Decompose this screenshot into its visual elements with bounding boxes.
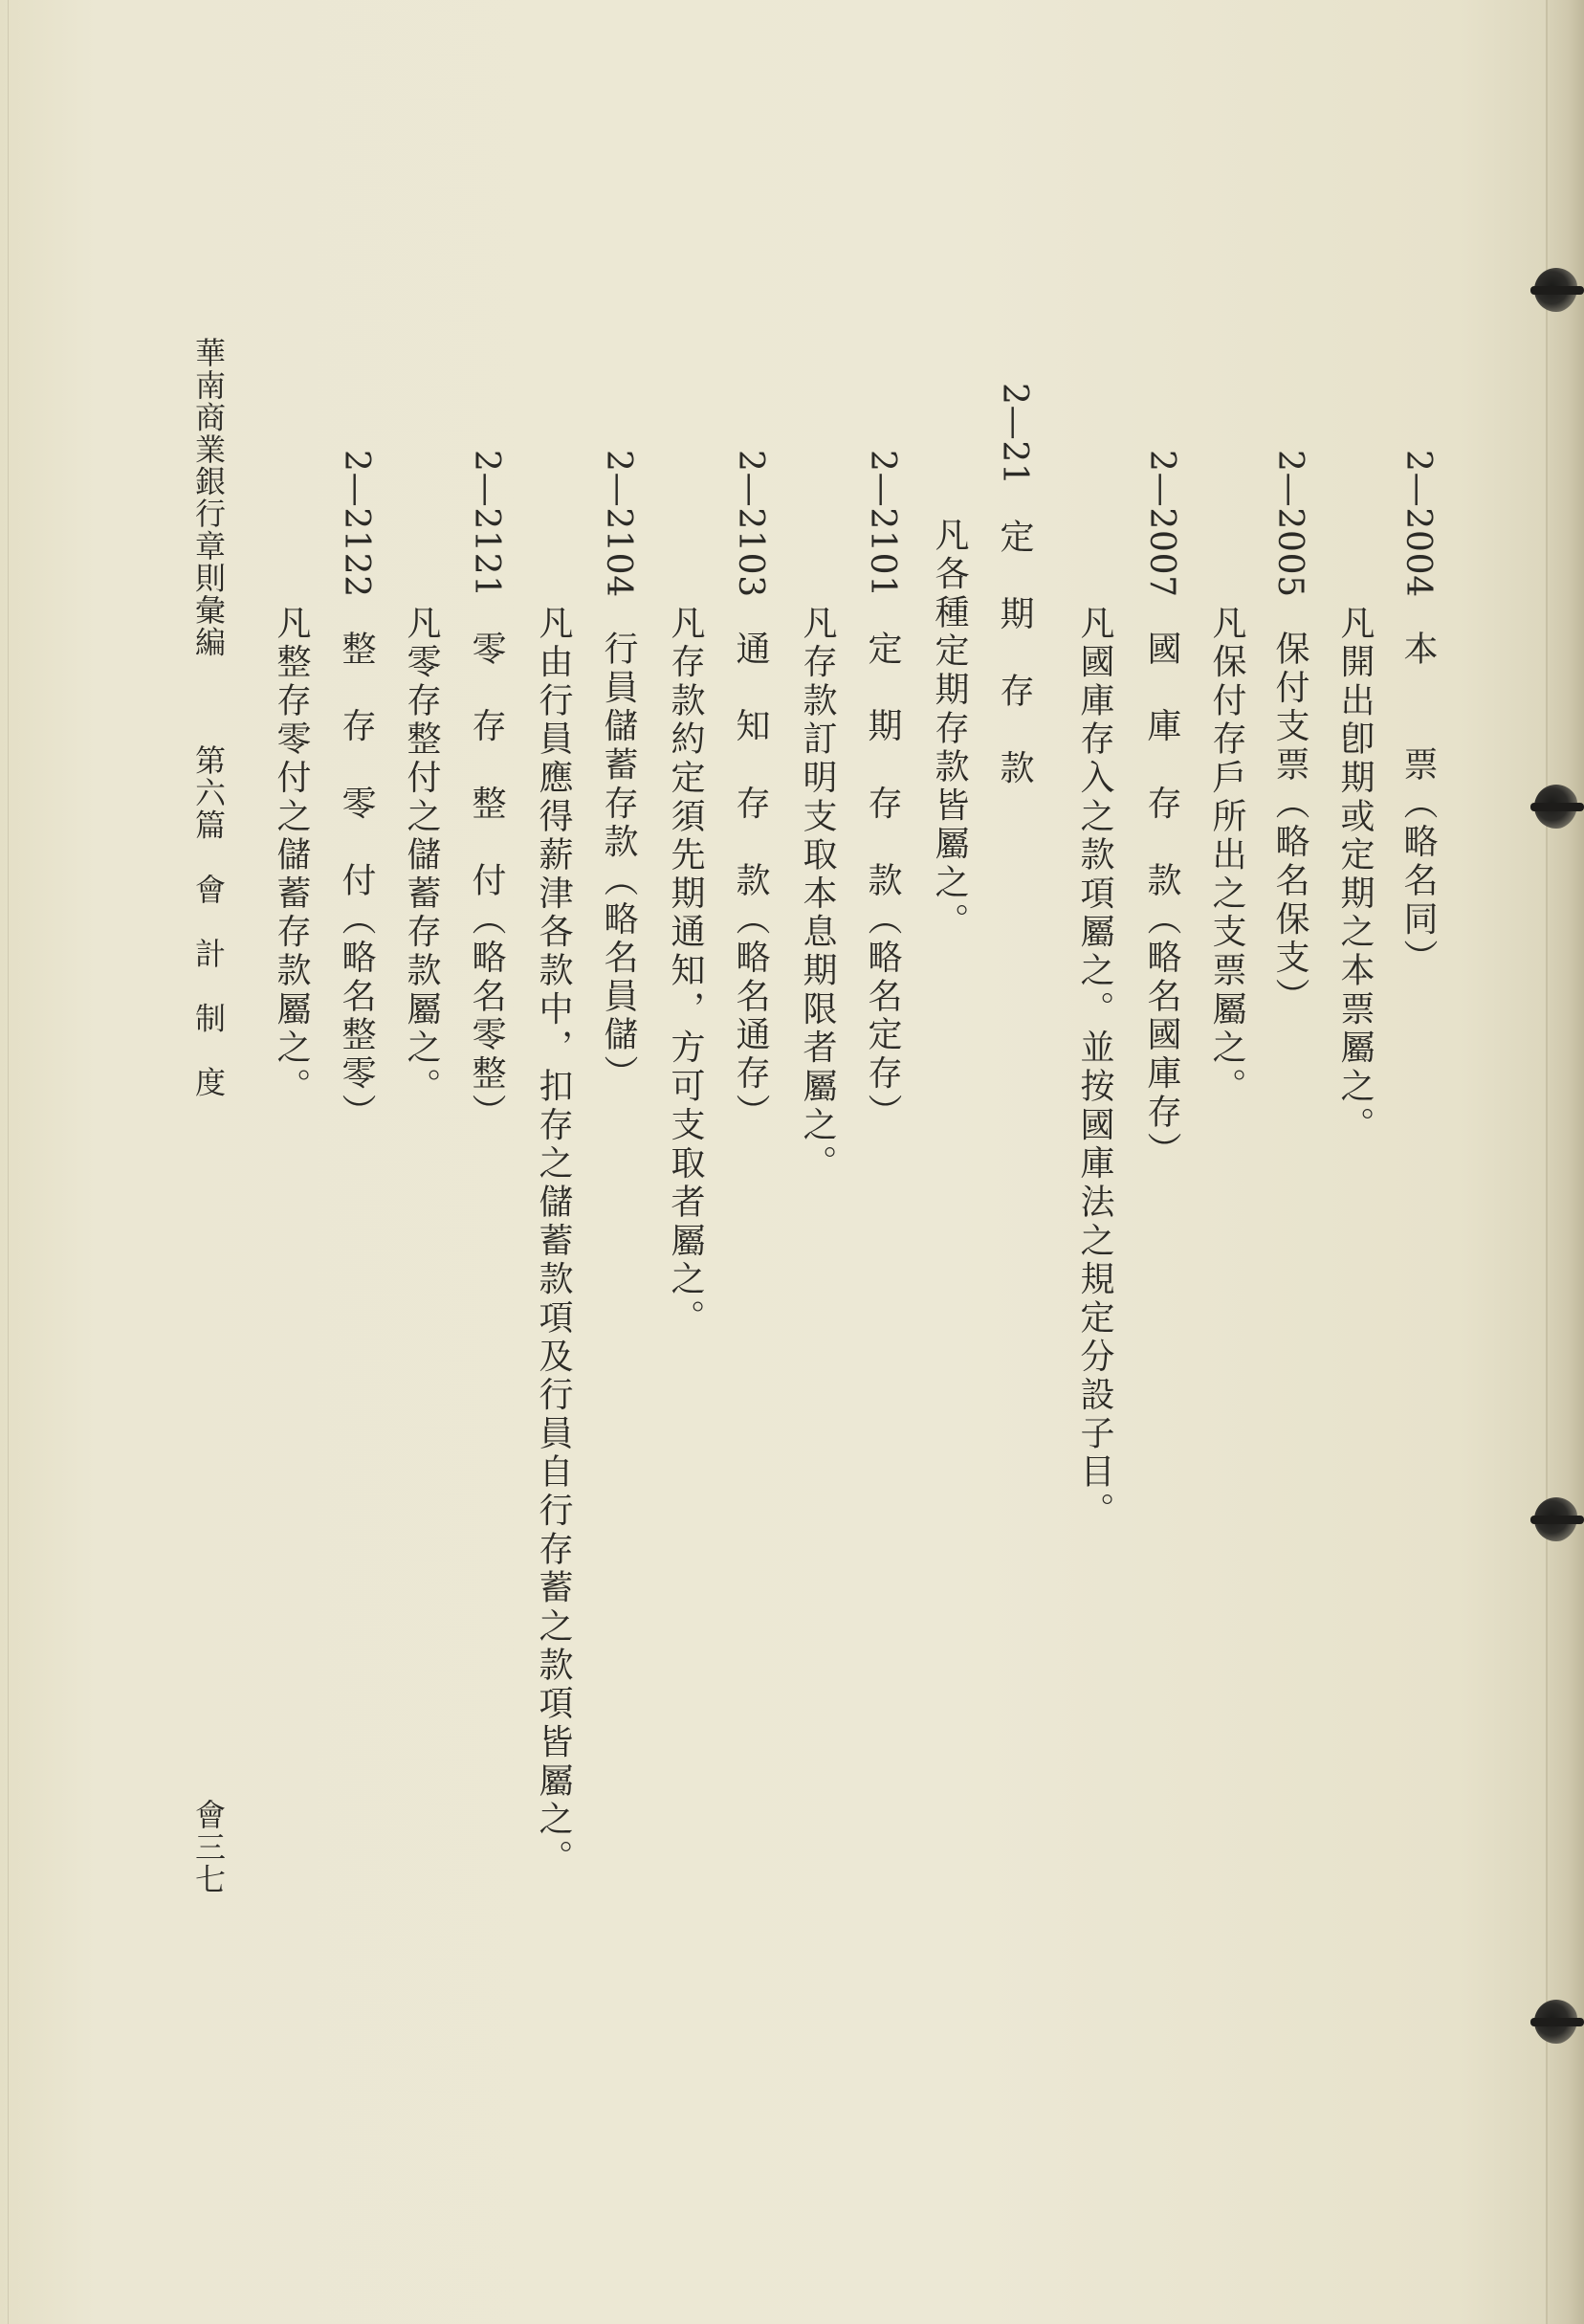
binding-stitch — [1534, 785, 1578, 829]
account-title: 定 期 存 款 — [995, 518, 1034, 788]
entry-description: 凡開出卽期或定期之本票屬之。 — [1335, 605, 1375, 1145]
account-title: 通 知 存 款（略名通存） — [731, 630, 770, 1133]
account-title: 定 期 存 款（略名定存） — [863, 630, 902, 1133]
page-edge-line — [8, 0, 9, 2324]
entry-description: 凡整存零付之儲蓄存款屬之。 — [272, 605, 311, 1107]
account-title: 行員儲蓄存款（略名員儲） — [599, 630, 638, 1094]
entry-heading — [597, 450, 639, 1094]
section-name: 會 計 制 度 — [190, 873, 227, 1099]
binding-stitch — [1534, 2000, 1578, 2044]
running-footer — [187, 337, 230, 1098]
account-code: 2—2121 — [467, 450, 506, 598]
page-number: 會三七 — [190, 1799, 227, 1895]
entry-heading — [993, 383, 1035, 788]
binding-edge — [1546, 0, 1584, 2324]
entry-heading — [1397, 450, 1439, 978]
entry-description: 凡由行員應得薪津各款中，扣存之儲蓄款項及行員自行存蓄之款項皆屬之。 — [534, 605, 573, 1878]
binding-stitch — [1534, 268, 1578, 312]
entry-heading — [465, 450, 507, 1132]
account-title: 整 存 零 付（略名整零） — [337, 630, 376, 1133]
entry-description: 凡國庫存入之款項屬之。並按國庫法之規定分設子目。 — [1075, 605, 1114, 1531]
account-code: 2—2122 — [337, 450, 376, 598]
account-code: 2—2101 — [863, 450, 902, 598]
account-code: 2—2103 — [731, 450, 770, 598]
account-code: 2—2104 — [599, 450, 638, 598]
account-title: 保付支票（略名保支） — [1270, 630, 1309, 1017]
entry-description: 凡存款約定須先期通知，方可支取者屬之。 — [666, 605, 705, 1339]
entry-heading — [861, 450, 903, 1132]
account-code: 2—2007 — [1142, 450, 1181, 598]
account-code: 2—21 — [995, 383, 1034, 486]
account-title: 國 庫 存 款（略名國庫存） — [1142, 630, 1181, 1171]
entry-heading — [1268, 450, 1310, 1016]
binding-stitch — [1534, 1497, 1578, 1541]
book-title: 華南商業銀行章則彙編 — [190, 337, 227, 658]
entry-heading — [335, 450, 377, 1132]
binding-crease — [1546, 0, 1548, 2324]
entry-heading — [729, 450, 771, 1132]
entry-description: 凡保付存戶所出之支票屬之。 — [1207, 605, 1246, 1107]
entry-heading — [1140, 450, 1182, 1170]
entry-description: 凡存款訂明支取本息期限者屬之。 — [798, 605, 837, 1184]
entry-description: 凡各種定期存款皆屬之。 — [930, 517, 969, 941]
account-title: 零 存 整 付（略名零整） — [467, 630, 506, 1133]
entry-description: 凡零存整付之儲蓄存款屬之。 — [402, 605, 441, 1107]
account-code: 2—2005 — [1270, 450, 1309, 598]
section-label: 第六篇 — [190, 744, 227, 841]
account-title: 本 票（略名同） — [1398, 630, 1438, 978]
account-code: 2—2004 — [1398, 450, 1438, 598]
